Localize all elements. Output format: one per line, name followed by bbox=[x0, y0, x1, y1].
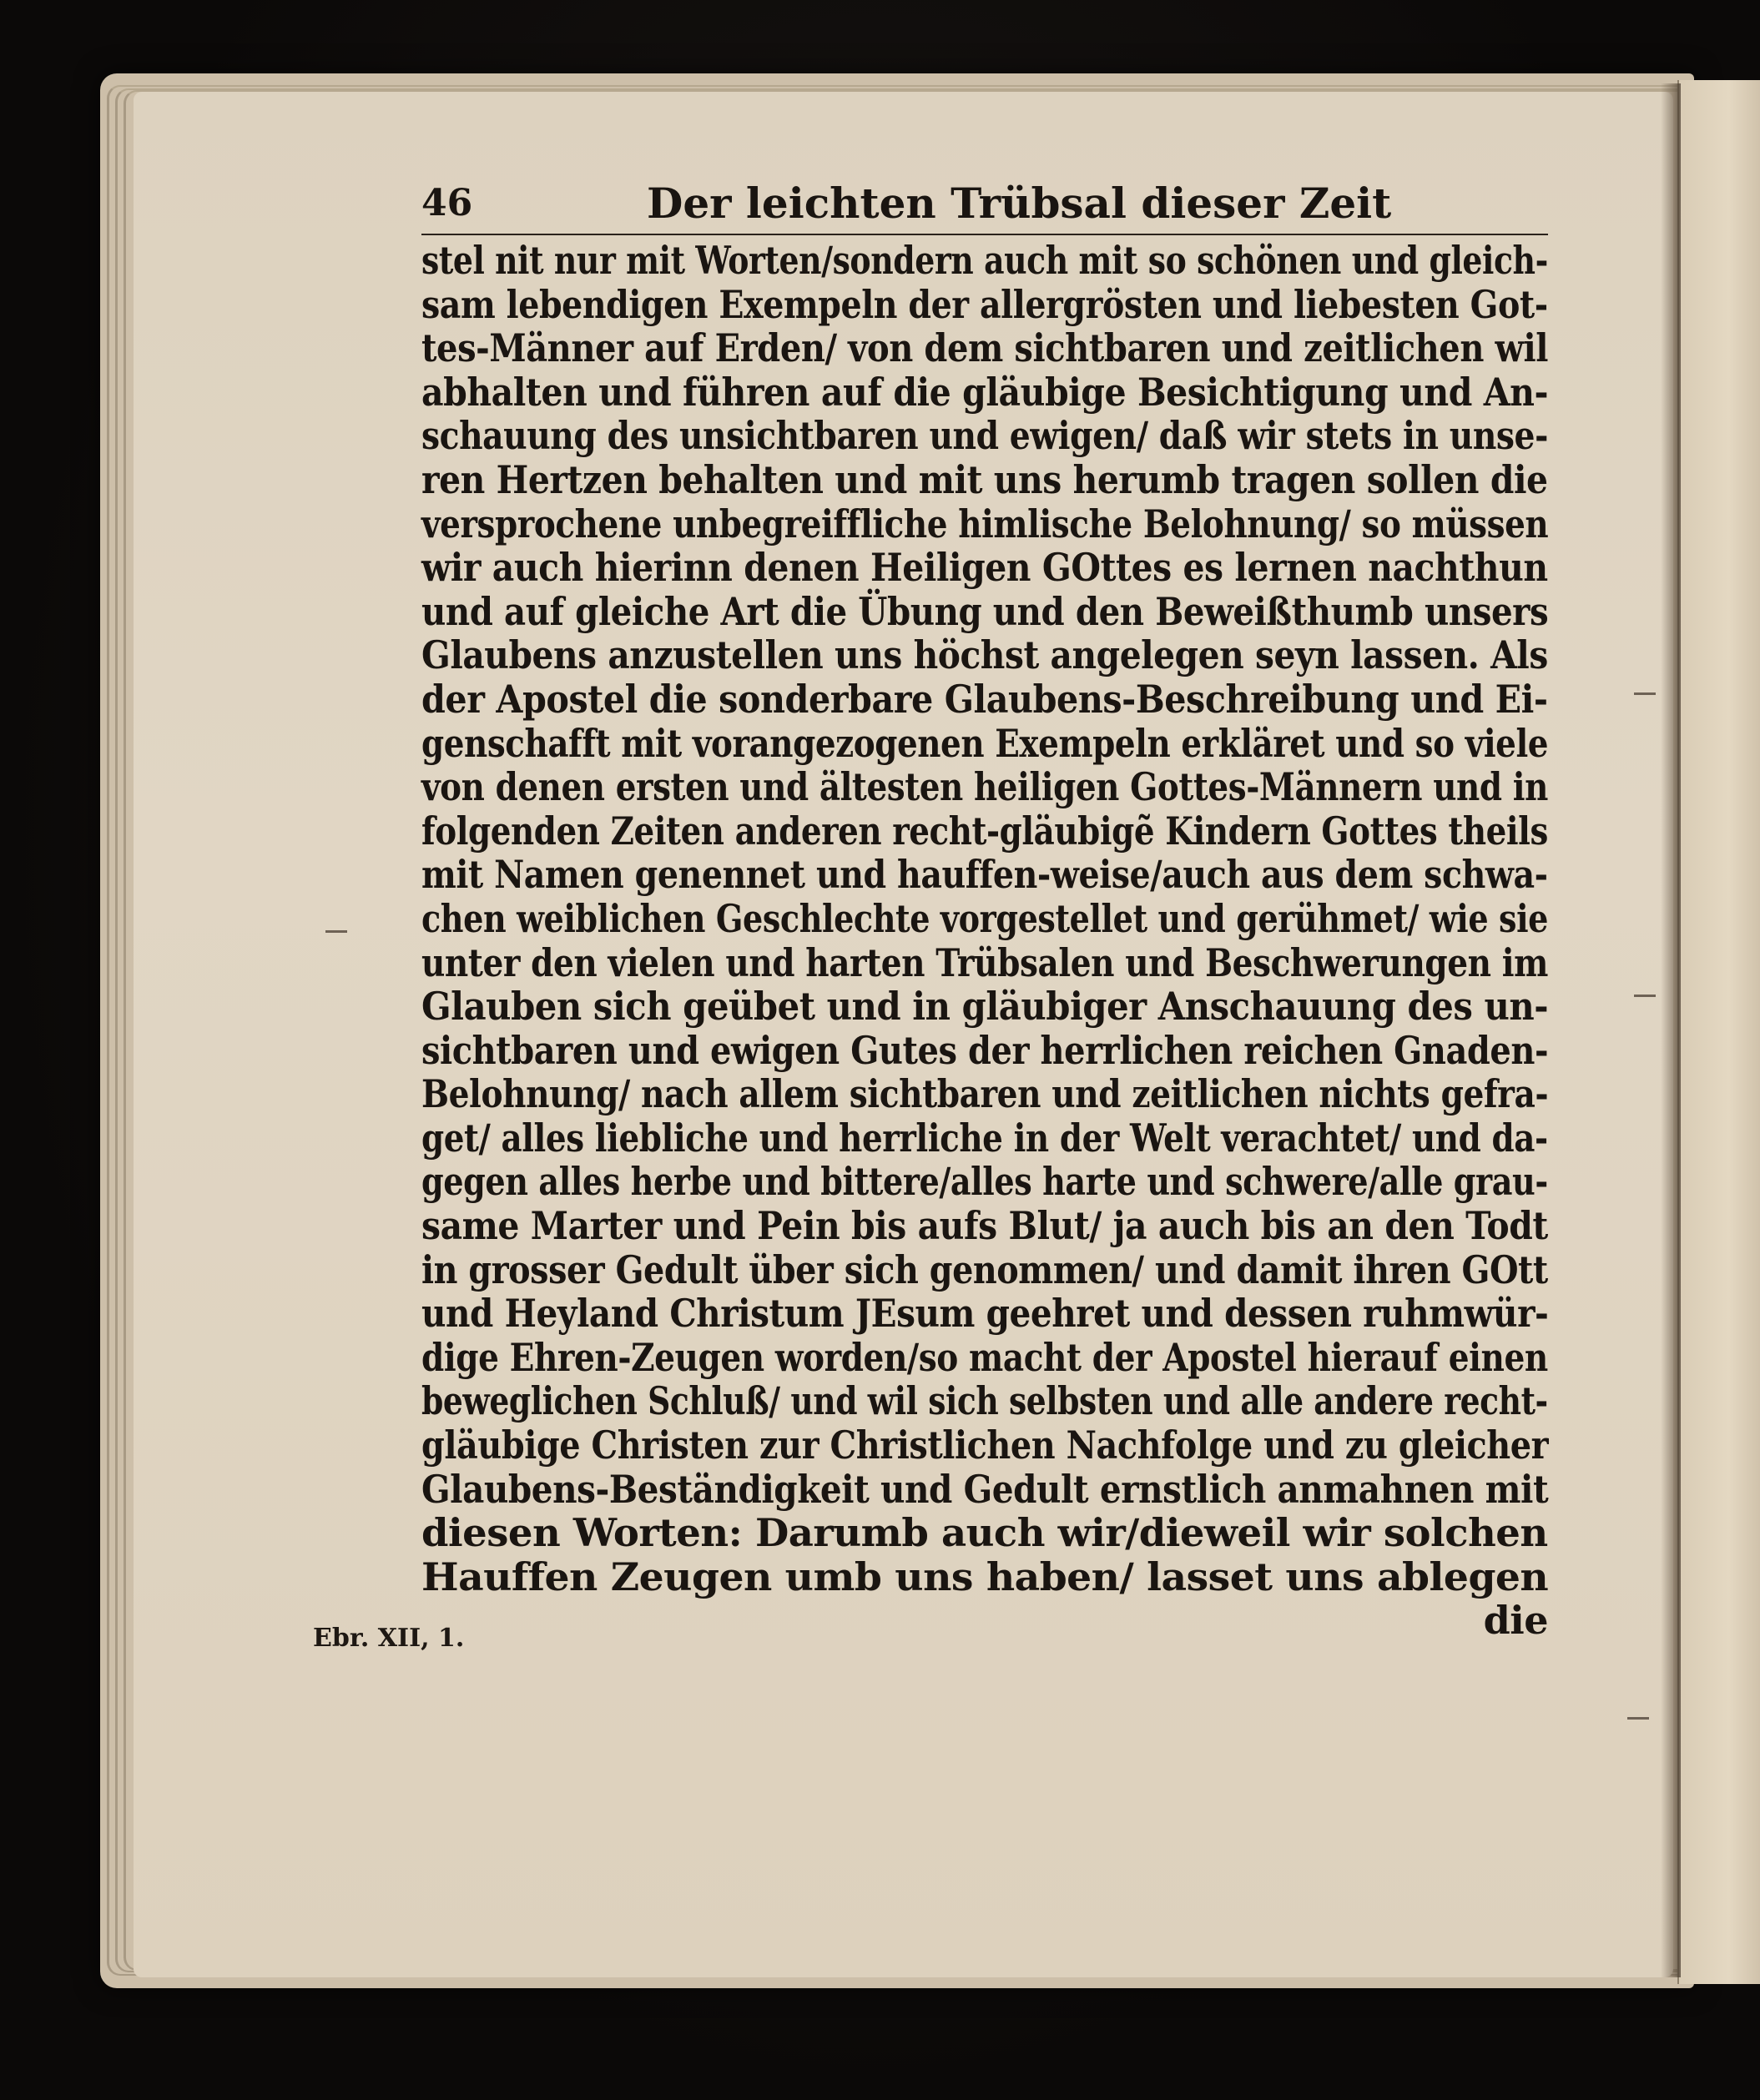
text-line: schauung des unsichtbaren und ewigen/ daß wir stets in unse- bbox=[421, 413, 1548, 459]
text-line: sichtbaren und ewigen Gutes der herrlichen reichen Gnaden- bbox=[421, 1027, 1549, 1073]
facing-page-strip bbox=[1677, 80, 1760, 1984]
running-head bbox=[421, 175, 1548, 235]
text-line: folgenden Zeiten anderen recht-gläubigẽ Kindern Gottes theils bbox=[421, 808, 1548, 854]
text-line: chen weiblichen Geschlechte vorgestellet und gerühmet/ wie sie bbox=[421, 895, 1549, 941]
text-line: dige Ehren-Zeugen worden/so macht der Apostel hierauf einen bbox=[421, 1334, 1548, 1380]
text-line: von denen ersten und ältesten heiligen Gottes-Männern und in bbox=[421, 764, 1548, 810]
text-line: gläubige Christen zur Christlichen Nachfolge und zu gleicher bbox=[421, 1423, 1549, 1468]
paper-mark bbox=[325, 930, 347, 933]
text-line: same Marter und Pein bis aufs Blut/ ja auch bis an den Todt bbox=[421, 1203, 1548, 1249]
text-line: diesen Worten: Darumb auch wir/dieweil wir solchen bbox=[421, 1510, 1548, 1556]
text-line: stel nit nur mit Worten/sondern auch mit so schönen und gleich- bbox=[421, 238, 1548, 283]
paper-mark bbox=[1627, 1717, 1649, 1720]
text-line: Belohnung/ nach allem sichtbaren und zeitlichen nichts gefra- bbox=[421, 1071, 1549, 1117]
text-line: beweglichen Schluß/ und wil sich selbsten und alle andere recht- bbox=[421, 1378, 1548, 1424]
catchword: die bbox=[1483, 1598, 1548, 1644]
text-line: Hauffen Zeugen umb uns haben/ lasset uns ablegen bbox=[421, 1554, 1549, 1599]
text-line: abhalten und führen auf die gläubige Besichtigung und An- bbox=[421, 369, 1549, 415]
margin-citation: Ebr. XII, 1. bbox=[313, 1624, 465, 1653]
text-line: sam lebendigen Exempeln der allergrösten und liebesten Got- bbox=[421, 281, 1548, 327]
text-line: versprochene unbegreiffliche himlische Belohnung/ so müssen bbox=[421, 501, 1549, 546]
page-number: 46 bbox=[421, 182, 473, 224]
text-line: Glauben sich geübet und in gläubiger Anschauung des un- bbox=[421, 984, 1549, 1030]
text-line: Glaubens anzustellen uns höchst angelegen seyn lassen. Als bbox=[421, 632, 1548, 678]
text-line: der Apostel die sonderbare Glaubens-Beschreibung und Ei- bbox=[421, 676, 1548, 722]
text-line: Glaubens-Beständigkeit und Gedult ernstlich anmahnen mit bbox=[421, 1466, 1549, 1512]
text-line: get/ alles liebliche und herrliche in der Welt verachtet/ und da- bbox=[421, 1115, 1548, 1161]
paper-mark bbox=[1634, 692, 1656, 695]
text-line: in grosser Gedult über sich genommen/ und damit ihren GOtt bbox=[421, 1246, 1548, 1292]
text-line: und auf gleiche Art die Übung und den Beweißthumb unsers bbox=[421, 588, 1549, 634]
text-line: wir auch hierinn denen Heiligen GOttes es lernen nachthun bbox=[421, 545, 1548, 591]
text-line: gegen alles herbe und bittere/alles harte und schwere/alle grau- bbox=[421, 1159, 1548, 1205]
body-text bbox=[421, 239, 1548, 1643]
text-line: unter den vielen und harten Trübsalen und Beschwerungen im bbox=[421, 939, 1548, 985]
text-block bbox=[421, 175, 1548, 1643]
text-line: ren Hertzen behalten und mit uns herumb tragen sollen die bbox=[421, 456, 1548, 502]
running-title: Der leichten Trübsal dieser Zeit bbox=[647, 179, 1392, 228]
paper-mark bbox=[1634, 995, 1656, 997]
text-line: mit Namen genennet und hauffen-weise/auch aus dem schwa- bbox=[421, 852, 1548, 898]
text-line: genschafft mit vorangezogenen Exempeln erkläret und so viele bbox=[421, 720, 1549, 766]
page-gutter-shadow bbox=[1661, 83, 1681, 1977]
text-line: tes-Männer auf Erden/ von dem sichtbaren und zeitlichen wil bbox=[421, 325, 1549, 371]
text-line: und Heyland Christum JEsum geehret und dessen ruhmwür- bbox=[421, 1291, 1549, 1337]
